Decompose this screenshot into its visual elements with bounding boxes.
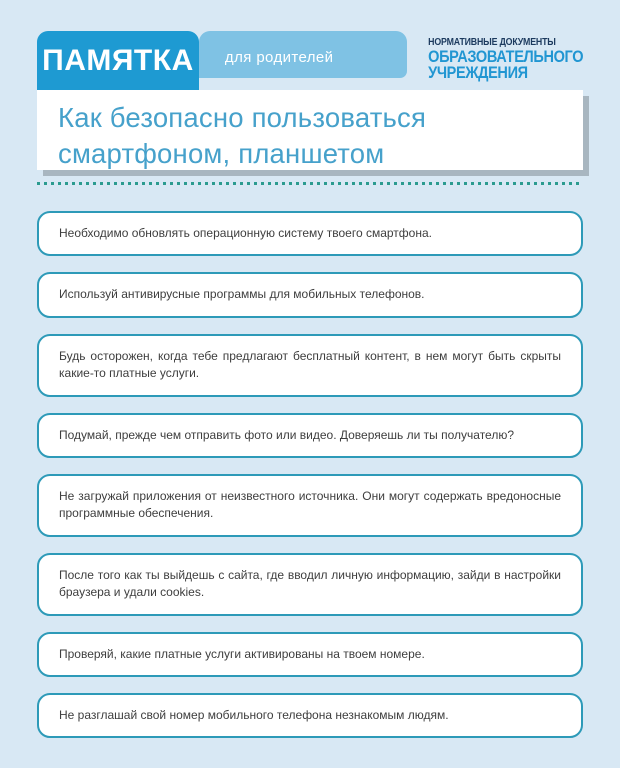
title-box [37,90,583,170]
tip-text: После того как ты выйдешь с сайта, где вводил личную информацию, зайди в настройки браузера и удали cookies. [59,567,561,600]
tip-card [37,413,583,458]
tip-text: Не загружай приложения от неизвестного источника. Они могут содержать вредоносные программные обеспечения. [59,488,561,521]
tip-card [37,553,583,616]
publisher-logo-line3: УЧРЕЖДЕНИЯ [427,63,528,82]
audience-badge [199,31,407,78]
memo-badge [37,31,199,90]
tip-card [37,693,583,738]
tip-text: Подумай, прежде чем отправить фото или видео. Доверяешь ли ты получателю? [59,427,515,442]
tip-text: Используй антивирусные программы для мобильных телефонов. [59,287,425,302]
tip-text: Не разглашай свой номер мобильного телефона незнакомым людям. [59,707,449,722]
tip-text: Необходимо обновлять операционную систему твоего смартфона. [59,226,432,240]
audience-badge-label: для родителей [224,49,334,66]
tip-card [37,272,583,317]
header [37,31,583,90]
tip-card [37,474,583,537]
tip-card [37,632,583,677]
tip-card [37,211,583,256]
publisher-logo-line1: НОРМАТИВНЫЕ ДОКУМЕНТЫ [427,37,556,48]
tips-list [37,211,583,738]
dotted-divider [37,182,583,185]
tip-card [37,334,583,397]
tip-text: Проверяй, какие платные услуги активированы на твоем номере. [59,646,425,661]
memo-badge-label: ПАМЯТКА [42,43,194,77]
publisher-logo-line2: ОБРАЗОВАТЕЛЬНОГО [427,48,583,66]
publisher-logo [428,38,583,81]
tip-text: Будь осторожен, когда тебе предлагают бесплатный контент, в нем могут быть скрыты какие-то платные услуги. [59,348,561,381]
page-title: Как безопасно пользоваться смартфоном, планшетом [58,102,427,169]
